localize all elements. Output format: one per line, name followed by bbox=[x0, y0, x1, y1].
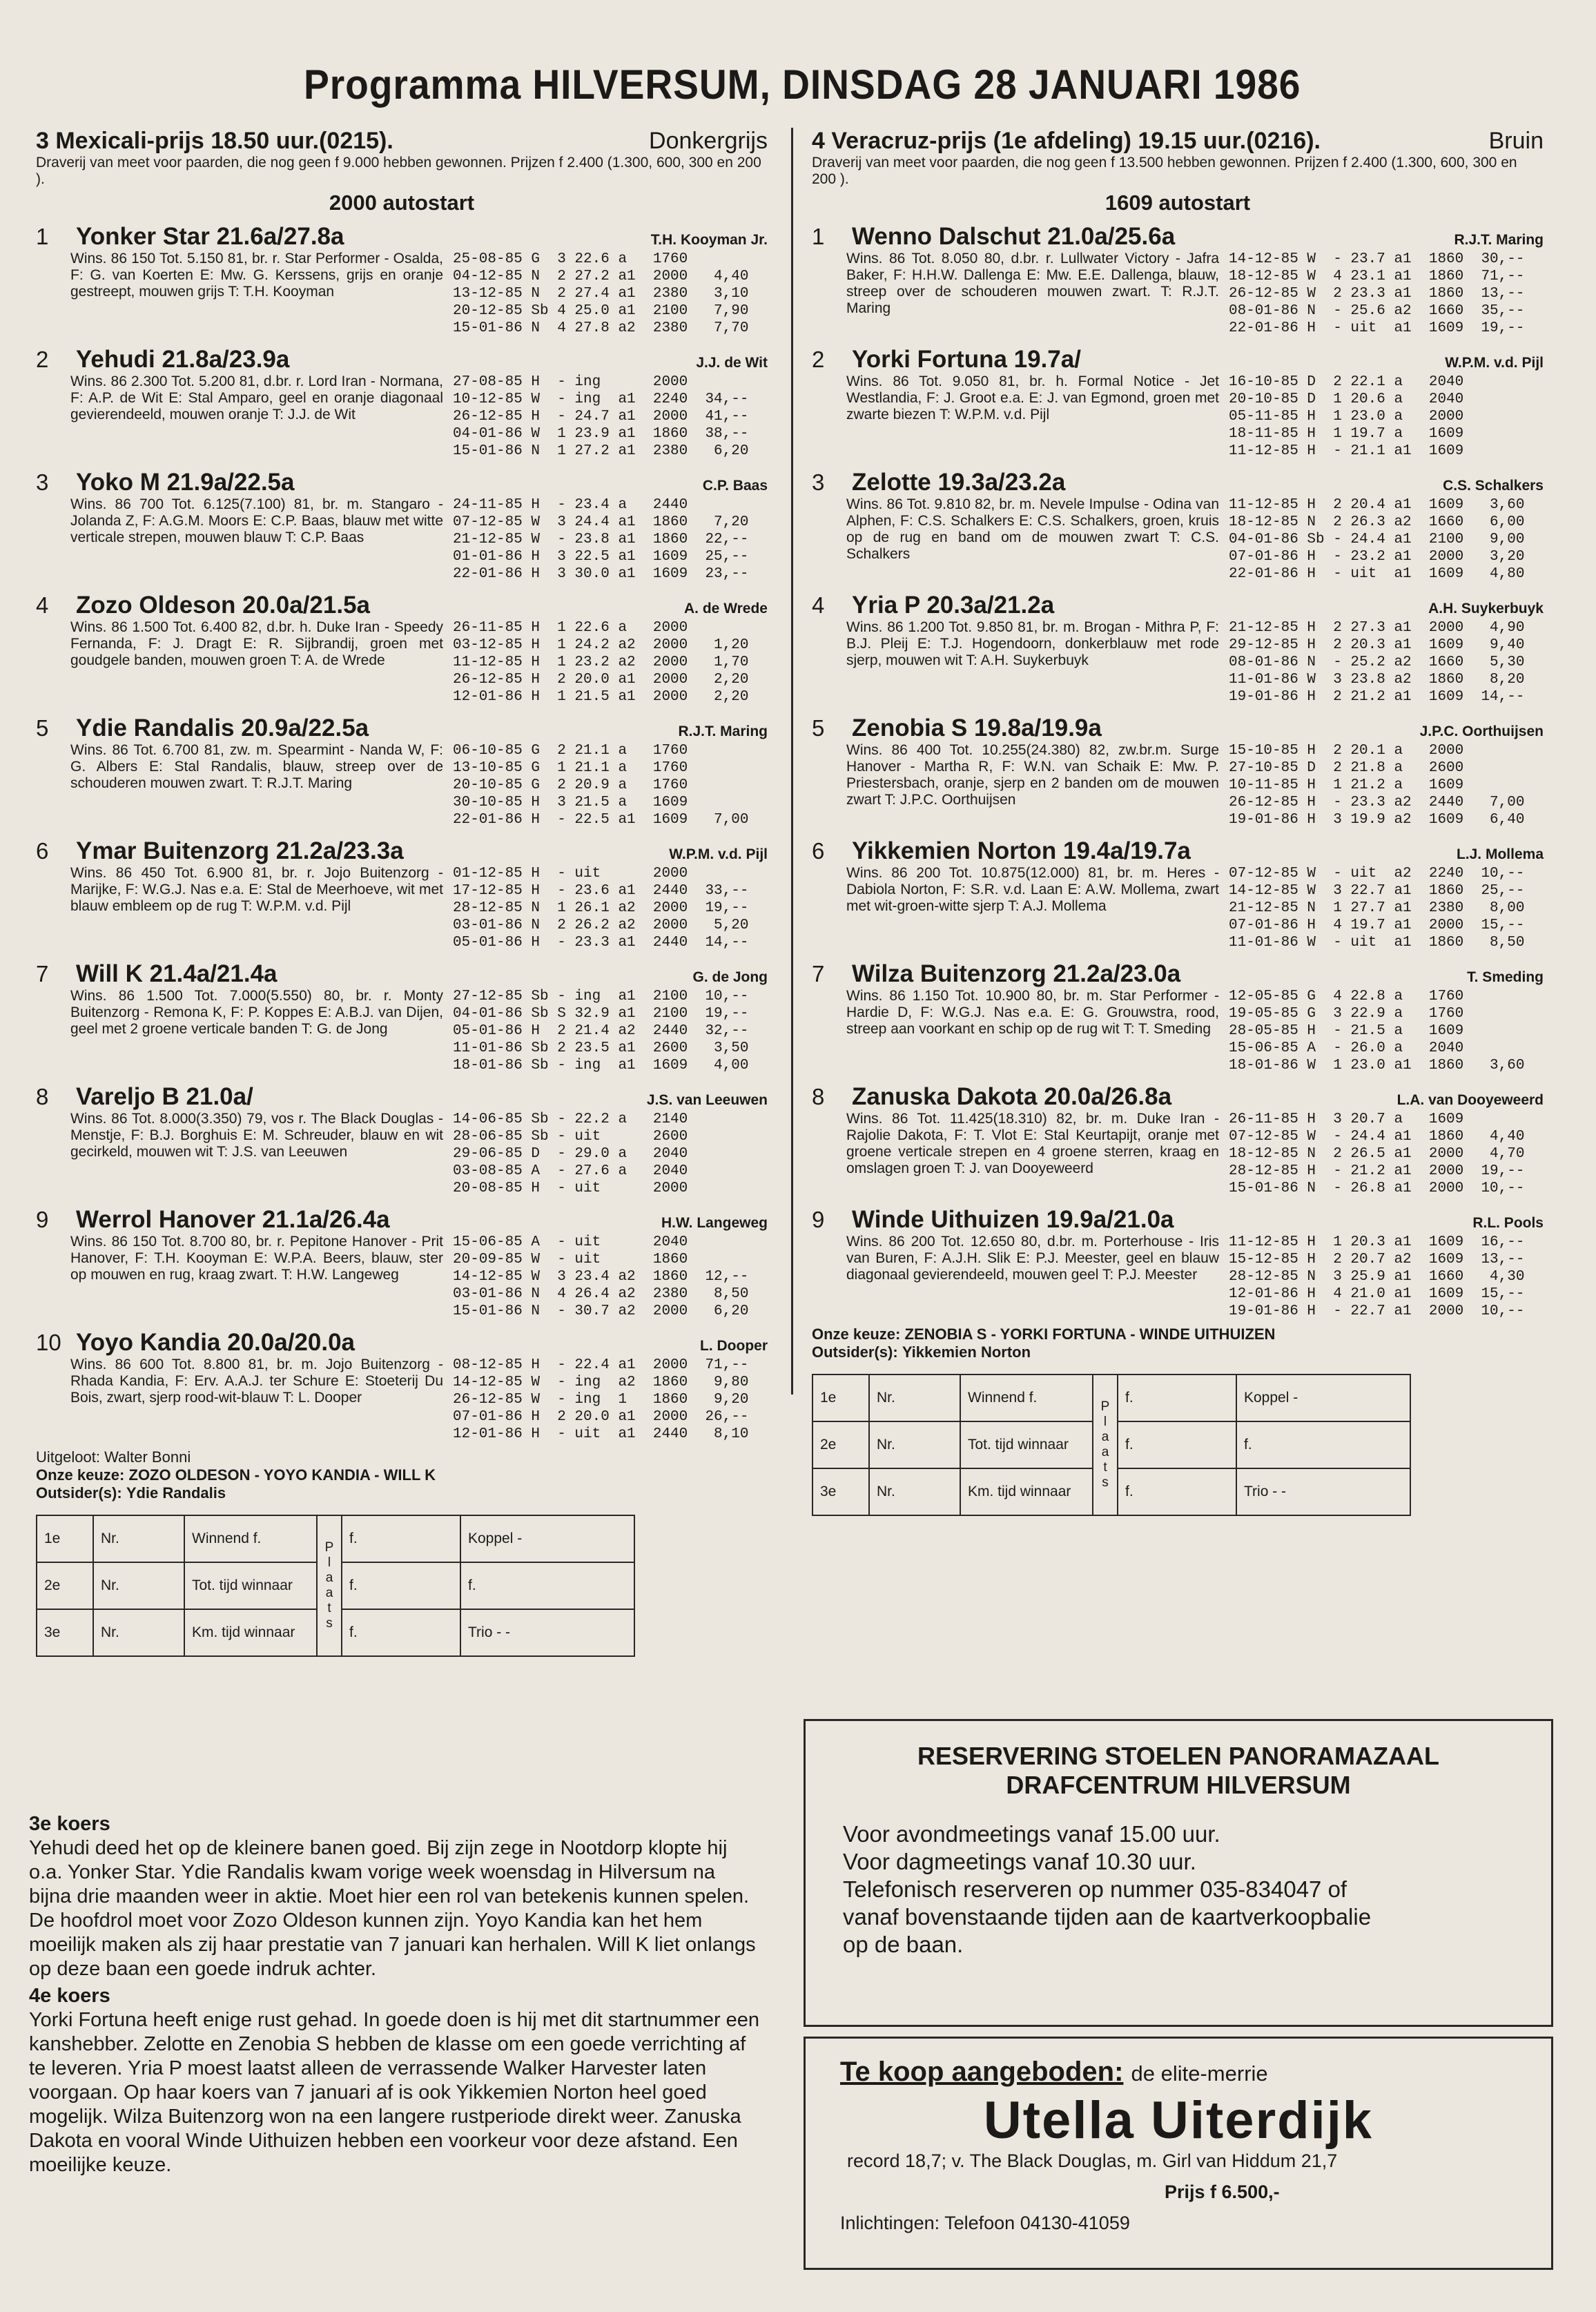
our-choice-value: ZOZO OLDESON - YOYO KANDIA - WILL K bbox=[128, 1466, 436, 1484]
horse-name: Yehudi 21.8a/23.9a bbox=[76, 346, 290, 373]
horse-info: Wins. 86 600 Tot. 8.800 81, br. m. Jojo Buitenzorg - Rhada Kandia, F: Erv. A.A.J. ter Schure E: Stoeterij Du Bois, zwart, sjerp rood-wit-blauw T: L. Dooper bbox=[70, 1357, 443, 1406]
horse-entry bbox=[36, 957, 768, 1074]
horse-entry bbox=[812, 588, 1544, 706]
horse-driver: R.J.T. Maring bbox=[678, 723, 768, 739]
horse-header bbox=[812, 465, 1544, 496]
horse-details bbox=[846, 865, 1544, 951]
horse-number: 4 bbox=[36, 592, 49, 618]
result-label: Winnend f. bbox=[184, 1515, 317, 1562]
horse-recent-starts: 25-08-85 G 3 22.6 a 1760 04-12-85 N 2 27.2 a1 2000 4,40 13-12-85 N 2 27.4 a1 2380 3,10 20-12-85 Sb 4 25.0 a1 2100 7,90 15-01-86 N 4 27.8 a2 2380 7,70 bbox=[453, 251, 749, 336]
our-choice-label: Onze keuze: bbox=[812, 1325, 901, 1343]
result-nr: Nr. bbox=[869, 1468, 960, 1515]
withdrawn-value: Walter Bonni bbox=[104, 1448, 191, 1466]
sale-contact: Inlichtingen: Telefoon 04130-41059 bbox=[840, 2213, 1130, 2233]
horse-driver: J.S. van Leeuwen bbox=[646, 1092, 768, 1108]
horse-number: 5 bbox=[812, 715, 825, 741]
horse-info: Wins. 86 Tot. 8.050 80, d.br. r. Lullwater Victory - Jafra Baker, F: H.H.W. Dallenga E: Mw. E.E. Dallenga, blauw, streep over de schouderen mouwen zwart. T: R.J.T. Maring bbox=[846, 251, 1219, 316]
outsider-value: Yikkemien Norton bbox=[902, 1343, 1031, 1361]
result-label: Km. tijd winnaar bbox=[184, 1609, 317, 1656]
horse-entry bbox=[36, 711, 768, 828]
horse-name: Yonker Star 21.6a/27.8a bbox=[76, 223, 344, 250]
horse-recent-starts: 11-12-85 H 2 20.4 a1 1609 3,60 18-12-85 N 2 26.3 a2 1660 6,00 04-01-86 Sb - 24.4 a1 2100 9,00 07-01-86 H - 23.2 a1 2000 3,20 22-01-86 H - uit a1 1609 4,80 bbox=[1229, 497, 1525, 582]
horse-recent-starts: 26-11-85 H 3 20.7 a 1609 07-12-85 W - 24.4 a1 1860 4,40 18-12-85 N 2 26.5 a1 2000 4,70 28-12-85 H - 21.2 a1 2000 19,-- 15-01-86 N - 26.8 a1 2000 10,-- bbox=[1229, 1111, 1525, 1196]
result-nr: Nr. bbox=[93, 1609, 184, 1656]
horse-info: Wins. 86 700 Tot. 6.125(7.100) 81, br. m. Stangaro - Jolanda Z, F: A.G.M. Moors E: C.P. Baas, blauw met witte verticale strepen, mouwen blauw T: C.P. Baas bbox=[70, 496, 443, 545]
race-3-column bbox=[36, 128, 768, 1657]
horse-number: 7 bbox=[812, 961, 825, 987]
horse-driver: T. Smeding bbox=[1467, 969, 1544, 985]
for-sale-ad bbox=[804, 2037, 1553, 2270]
column-divider bbox=[791, 128, 793, 1395]
horse-header bbox=[812, 1080, 1544, 1111]
horse-driver: J.P.C. Oorthuijsen bbox=[1419, 723, 1544, 739]
result-place: 3e bbox=[37, 1609, 93, 1656]
race-header bbox=[812, 128, 1544, 155]
result-place: 3e bbox=[812, 1468, 869, 1515]
horse-number: 3 bbox=[812, 469, 825, 495]
reservation-line: Voor dagmeetings vanaf 10.30 uur. bbox=[843, 1849, 1196, 1874]
race-color: Bruin bbox=[1488, 128, 1544, 154]
horse-details bbox=[70, 373, 768, 460]
horse-driver: T.H. Kooyman Jr. bbox=[650, 232, 768, 248]
horse-driver: R.L. Pools bbox=[1472, 1215, 1544, 1231]
horse-info: Wins. 86 200 Tot. 12.650 80, d.br. m. Porterhouse - Iris van Buren, F: A.J.H. Slik E: P.J. Meester, geel en blauw diagonaal gevierendeeld, mouwen geel T: P.J. Meester bbox=[846, 1234, 1219, 1283]
reservation-title-1: RESERVERING STOELEN PANORAMAZAAL bbox=[917, 1742, 1440, 1770]
horse-name: Werrol Hanover 21.1a/26.4a bbox=[76, 1206, 390, 1233]
horse-details bbox=[70, 251, 768, 337]
horse-number: 8 bbox=[812, 1084, 825, 1109]
horse-driver: W.P.M. v.d. Pijl bbox=[669, 846, 768, 862]
horse-recent-starts: 07-12-85 W - uit a2 2240 10,-- 14-12-85 W 3 22.7 a1 1860 25,-- 21-12-85 N 1 27.7 a1 2380 8,00 07-01-86 H 4 19.7 a1 2000 15,-- 11-01-86 W - uit a1 1860 8,50 bbox=[1229, 866, 1525, 951]
horse-header bbox=[812, 834, 1544, 865]
horse-header bbox=[36, 588, 768, 619]
horse-name: Will K 21.4a/21.4a bbox=[76, 960, 278, 987]
horse-details bbox=[70, 742, 768, 828]
horse-details bbox=[70, 1111, 768, 1197]
result-extra: Koppel - bbox=[1236, 1374, 1410, 1421]
horse-info: Wins. 86 1.200 Tot. 9.850 81, br. m. Brogan - Mithra P, F: B.J. Pleij E: T.J. Hogendoorn, donkerblauw met rode sjerp, mouwen wit T: A.H. Suykerbuyk bbox=[846, 619, 1219, 668]
horse-driver: A. de Wrede bbox=[684, 601, 768, 616]
horse-header bbox=[36, 834, 768, 865]
horse-header bbox=[36, 220, 768, 251]
horse-driver: J.J. de Wit bbox=[696, 355, 768, 371]
result-place: 1e bbox=[812, 1374, 869, 1421]
horse-name: Winde Uithuizen 19.9a/21.0a bbox=[852, 1206, 1174, 1233]
horse-number: 4 bbox=[812, 592, 825, 618]
horse-details bbox=[70, 496, 768, 583]
horse-driver: L.A. van Dooyeweerd bbox=[1396, 1092, 1544, 1108]
horse-driver: W.P.M. v.d. Pijl bbox=[1445, 355, 1544, 371]
horse-number: 2 bbox=[36, 347, 49, 372]
horse-name: Yikkemien Norton 19.4a/19.7a bbox=[852, 837, 1191, 864]
horse-entry bbox=[36, 1080, 768, 1197]
commentary-text-3: Yehudi deed het op de kleinere banen goed. Bij zijn zege in Nootdorp klopte hij o.a. Yonker Star. Ydie Randalis kwam vorige week woensdag in Hilversum na bijna drie maanden weer in aktie. Moet hier een rol van betekenis kunnen spelen. De hoofdrol moet voor Zozo Oldeson kunnen zijn. Yoyo Kandia kan het hem moeilijk maken als zij haar prestatie van 7 januari kan herhalen. Will K liet onlangs op deze baan een goede indruk achter. bbox=[29, 1837, 756, 1980]
horse-recent-starts: 16-10-85 D 2 22.1 a 2040 20-10-85 D 1 20.6 a 2040 05-11-85 H 1 23.0 a 2000 18-11-85 H 1 19.7 a 1609 11-12-85 H - 21.1 a1 1609 bbox=[1229, 374, 1464, 459]
horse-details bbox=[846, 496, 1544, 583]
horse-number: 6 bbox=[812, 838, 825, 864]
page-title: Programma HILVERSUM, DINSDAG 28 JANUARI 1986 bbox=[304, 61, 1301, 108]
our-choice-value: ZENOBIA S - YORKI FORTUNA - WINDE UITHUIZEN bbox=[904, 1325, 1276, 1343]
reservation-ad bbox=[804, 1719, 1553, 2027]
horse-details bbox=[70, 988, 768, 1074]
horse-header bbox=[36, 465, 768, 496]
horse-details bbox=[70, 865, 768, 951]
horse-info: Wins. 86 150 Tot. 8.700 80, br. r. Pepitone Hanover - Prit Hanover, F: T.H. Kooyman E: W.P.A. Beers, blauw, ster op mouwen en rug, kraag zwart. T: H.W. Langeweg bbox=[70, 1234, 443, 1283]
horse-header bbox=[36, 1203, 768, 1234]
horse-name: Yria P 20.3a/21.2a bbox=[852, 592, 1055, 619]
result-label: Winnend f. bbox=[960, 1374, 1093, 1421]
horse-name: Zozo Oldeson 20.0a/21.5a bbox=[76, 592, 370, 619]
race-picks bbox=[812, 1325, 1544, 1361]
horse-entry bbox=[36, 220, 768, 337]
sale-subheading: de elite-merrie bbox=[1131, 2061, 1268, 2086]
horse-entry bbox=[812, 1203, 1544, 1320]
sale-price: Prijs f 6.500,- bbox=[1165, 2182, 1280, 2202]
horse-header bbox=[36, 957, 768, 988]
horse-recent-starts: 11-12-85 H 1 20.3 a1 1609 16,-- 15-12-85 H 2 20.7 a2 1609 13,-- 28-12-85 N 3 25.9 a1 1660 4,30 12-01-86 H 4 21.0 a1 1609 15,-- 19-01-86 H - 22.7 a1 2000 10,-- bbox=[1229, 1234, 1525, 1319]
result-extra: Trio - - bbox=[1236, 1468, 1410, 1515]
horse-number: 10 bbox=[36, 1330, 61, 1355]
horse-recent-starts: 12-05-85 G 4 22.8 a 1760 19-05-85 G 3 22.9 a 1760 28-05-85 H - 21.5 a 1609 15-06-85 A - 26.0 a 2040 18-01-86 W 1 23.0 a1 1860 3,60 bbox=[1229, 989, 1525, 1074]
horse-header bbox=[36, 342, 768, 373]
commentary bbox=[29, 1812, 761, 2180]
race-distance: 1609 autostart bbox=[1104, 191, 1251, 215]
horse-entry bbox=[36, 1325, 768, 1443]
result-table bbox=[812, 1374, 1411, 1516]
outsider-line bbox=[812, 1343, 1544, 1361]
result-amount: f. bbox=[1118, 1468, 1236, 1515]
result-extra: Koppel - bbox=[460, 1515, 634, 1562]
horse-entry bbox=[812, 711, 1544, 828]
horse-entry bbox=[36, 588, 768, 706]
horse-details bbox=[846, 1234, 1544, 1320]
result-label: Km. tijd winnaar bbox=[960, 1468, 1093, 1515]
horse-recent-starts: 08-12-85 H - 22.4 a1 2000 71,-- 14-12-85 W - ing a2 1860 9,80 26-12-85 W - ing 1 1860 9,20 07-01-86 H 2 20.0 a1 2000 26,-- 12-01-86 H - uit a1 2440 8,10 bbox=[453, 1357, 749, 1442]
horse-number: 2 bbox=[812, 347, 825, 372]
result-extra: Trio - - bbox=[460, 1609, 634, 1656]
horse-recent-starts: 14-06-85 Sb - 22.2 a 2140 28-06-85 Sb - uit 2600 29-06-85 D - 29.0 a 2040 03-08-85 A - 27.6 a 2040 20-08-85 H - uit 2000 bbox=[453, 1111, 688, 1196]
horse-driver: G. de Jong bbox=[692, 969, 768, 985]
horse-recent-starts: 15-10-85 H 2 20.1 a 2000 27-10-85 D 2 21.8 a 2600 10-11-85 H 1 21.2 a 1609 26-12-85 H - 23.3 a2 2440 7,00 19-01-86 H 3 19.9 a2 1609 6,40 bbox=[1229, 743, 1525, 828]
outsider-value: Ydie Randalis bbox=[126, 1484, 226, 1502]
result-amount: f. bbox=[342, 1609, 460, 1656]
race-title: 4 Veracruz-prijs (1e afdeling) 19.15 uur.(0216). bbox=[812, 128, 1321, 154]
horse-info: Wins. 86 450 Tot. 6.900 81, br. r. Jojo Buitenzorg - Marijke, F: W.G.J. Nas e.a. E: Stal de Meerhoeve, wit met blauw embleem op de rug T: W.P.M. v.d. Pijl bbox=[70, 865, 443, 914]
horse-info: Wins. 86 1.500 Tot. 7.000(5.550) 80, br. r. Monty Buitenzorg - Remona K, F: P. Koppes E: A.B.J. van Dijen, geel met 2 groene verticale banden T: G. de Jong bbox=[70, 988, 443, 1037]
result-place: 2e bbox=[37, 1562, 93, 1609]
horse-header bbox=[812, 342, 1544, 373]
outsider-line bbox=[36, 1484, 768, 1502]
result-label: Tot. tijd winnaar bbox=[184, 1562, 317, 1609]
plaats-label: P l a a t s bbox=[1093, 1374, 1118, 1515]
race-4-column bbox=[812, 128, 1544, 1516]
horse-name: Zelotte 19.3a/23.2a bbox=[852, 469, 1066, 496]
result-amount: f. bbox=[342, 1515, 460, 1562]
outsider-label: Outsider(s): bbox=[36, 1484, 122, 1502]
plaats-label: P l a a t s bbox=[317, 1515, 342, 1656]
horse-details bbox=[70, 619, 768, 706]
horse-number: 5 bbox=[36, 715, 49, 741]
horse-name: Yoko M 21.9a/22.5a bbox=[76, 469, 295, 496]
horse-details bbox=[846, 373, 1544, 460]
horse-recent-starts: 27-08-85 H - ing 2000 10-12-85 W - ing a1 2240 34,-- 26-12-85 H - 24.7 a1 2000 41,-- 04-01-86 W 1 23.9 a1 1860 38,-- 15-01-86 N 1 27.2 a1 2380 6,20 bbox=[453, 374, 749, 459]
race-conditions: Draverij van meet voor paarden, die nog geen f 9.000 hebben gewonnen. Prijzen f 2.400 (1.300, 600, 300 en 200 ). bbox=[36, 155, 761, 187]
horse-header bbox=[812, 220, 1544, 251]
horse-recent-starts: 06-10-85 G 2 21.1 a 1760 13-10-85 G 1 21.1 a 1760 20-10-85 G 2 20.9 a 1760 30-10-85 H 3 21.5 a 1609 22-01-86 H - 22.5 a1 1609 7,00 bbox=[453, 743, 749, 828]
horse-details bbox=[846, 988, 1544, 1074]
horse-recent-starts: 15-06-85 A - uit 2040 20-09-85 W - uit 1860 14-12-85 W 3 23.4 a2 1860 12,-- 03-01-86 N 4 26.4 a2 2380 8,50 15-01-86 N - 30.7 a2 2000 6,20 bbox=[453, 1234, 749, 1319]
horse-entry bbox=[36, 1203, 768, 1320]
horse-info: Wins. 86 1.150 Tot. 10.900 80, br. m. Star Performer - Hardie D, F: W.G.J. Nas e.a. E: G. Grouwstra, rood, streep aan voorkant en schip op de rug wit T: T. Smeding bbox=[846, 988, 1219, 1037]
reservation-line: Voor avondmeetings vanaf 15.00 uur. bbox=[843, 1821, 1220, 1847]
horse-driver: A.H. Suykerbuyk bbox=[1428, 601, 1544, 616]
result-row bbox=[812, 1374, 1410, 1421]
horse-entry bbox=[812, 834, 1544, 951]
horse-entry bbox=[812, 1080, 1544, 1197]
withdrawn-label: Uitgeloot: bbox=[36, 1448, 100, 1466]
horse-info: Wins. 86 400 Tot. 10.255(24.380) 82, zw.br.m. Surge Hanover - Martha R, F: W.N. van Schaik E: Mw. P. Priestersbach, oranje, sjerp en 2 banden om de mouwen zwart T: J.P.C. Oorthuijsen bbox=[846, 742, 1219, 808]
horse-info: Wins. 86 Tot. 11.425(18.310) 82, br. m. Duke Iran - Rajolie Dakota, F: T. Vlot E: Stal Keurtapijt, oranje met groene verticale strepen en 4 groene sterren, kraag en omslagen groen T: J. van Dooyeweerd bbox=[846, 1111, 1219, 1176]
horse-info: Wins. 86 1.500 Tot. 6.400 82, d.br. h. Duke Iran - Speedy Fernanda, F: J. Dragt E: R. Sijbrandij, groen met goudgele banden, mouwen groen T: A. de Wrede bbox=[70, 619, 443, 668]
result-place: 1e bbox=[37, 1515, 93, 1562]
horse-entry bbox=[812, 465, 1544, 583]
result-label: Tot. tijd winnaar bbox=[960, 1421, 1093, 1468]
horse-recent-starts: 01-12-85 H - uit 2000 17-12-85 H - 23.6 a1 2440 33,-- 28-12-85 N 1 26.1 a2 2000 19,-- 03-01-86 N 2 26.2 a2 2000 5,20 05-01-86 H - 23.3 a1 2440 14,-- bbox=[453, 866, 749, 951]
reservation-line: vanaf bovenstaande tijden aan de kaartverkoopbalie bbox=[843, 1904, 1372, 1930]
result-nr: Nr. bbox=[869, 1374, 960, 1421]
horse-recent-starts: 24-11-85 H - 23.4 a 2440 07-12-85 W 3 24.4 a1 1860 7,20 21-12-85 W - 23.8 a1 1860 22,-- 01-01-86 H 3 22.5 a1 1609 25,-- 22-01-86 H 3 30.0 a1 1609 23,-- bbox=[453, 497, 749, 582]
horse-recent-starts: 27-12-85 Sb - ing a1 2100 10,-- 04-01-86 Sb S 32.9 a1 2100 19,-- 05-01-86 H 2 21.4 a2 2440 32,-- 11-01-86 Sb 2 23.5 a1 2600 3,50 18-01-86 Sb - ing a1 1609 4,00 bbox=[453, 989, 749, 1074]
withdrawn-line bbox=[36, 1448, 768, 1466]
race-header bbox=[36, 128, 768, 155]
horse-number: 3 bbox=[36, 469, 49, 495]
horse-number: 6 bbox=[36, 838, 49, 864]
horse-driver: L. Dooper bbox=[700, 1338, 768, 1354]
horse-recent-starts: 14-12-85 W - 23.7 a1 1860 30,-- 18-12-85 W 4 23.1 a1 1860 71,-- 26-12-85 W 2 23.3 a1 1860 13,-- 08-01-86 N - 25.6 a2 1660 35,-- 22-01-86 H - uit a1 1609 19,-- bbox=[1229, 251, 1525, 336]
horse-entry bbox=[812, 342, 1544, 460]
result-amount: f. bbox=[1118, 1421, 1236, 1468]
horse-entry bbox=[36, 465, 768, 583]
horse-info: Wins. 86 2.300 Tot. 5.200 81, d.br. r. Lord Iran - Normana, F: A.P. de Wit E: Stal Amparo, geel en oranje diagonaal gevierendeeld, mouwen oranje T: J.J. de Wit bbox=[70, 373, 443, 422]
horse-header bbox=[812, 588, 1544, 619]
result-extra: f. bbox=[1236, 1421, 1410, 1468]
commentary-heading-3: 3e koers bbox=[29, 1813, 110, 1835]
commentary-heading-4: 4e koers bbox=[29, 1985, 110, 2007]
horse-name: Wilza Buitenzorg 21.2a/23.0a bbox=[852, 960, 1181, 987]
result-nr: Nr. bbox=[93, 1562, 184, 1609]
result-nr: Nr. bbox=[869, 1421, 960, 1468]
result-place: 2e bbox=[812, 1421, 869, 1468]
result-table bbox=[36, 1515, 635, 1657]
horse-entry bbox=[36, 342, 768, 460]
reservation-line: Telefonisch reserveren op nummer 035-834047 of bbox=[843, 1876, 1347, 1902]
horse-details bbox=[70, 1357, 768, 1443]
race-conditions: Draverij van meet voor paarden, die nog geen f 13.500 hebben gewonnen. Prijzen f 2.400 (1.300, 600, 300 en 200 ). bbox=[812, 155, 1517, 187]
horse-number: 9 bbox=[36, 1207, 49, 1232]
horse-entry bbox=[812, 220, 1544, 337]
horse-name: Ymar Buitenzorg 21.2a/23.3a bbox=[76, 837, 404, 864]
horse-recent-starts: 21-12-85 H 2 27.3 a1 2000 4,90 29-12-85 H 2 20.3 a1 1609 9,40 08-01-86 N - 25.2 a2 1660 5,30 11-01-86 W 3 23.8 a2 1860 8,20 19-01-86 H 2 21.2 a1 1609 14,-- bbox=[1229, 620, 1525, 705]
horse-driver: H.W. Langeweg bbox=[661, 1215, 768, 1231]
result-nr: Nr. bbox=[93, 1515, 184, 1562]
commentary-text-4: Yorki Fortuna heeft enige rust gehad. In goede doen is hij met dit startnummer een kanshebber. Zelotte en Zenobia S hebben de klasse om een goede verrichting af te leveren. Yria P moest laatst alleen de verrassende Walker Harvester laten voorgaan. Op haar koers van 7 januari af is ook Yikkemien Norton heel goed mogelijk. Wilza Buitenzorg won na een langere rustperiode direkt weer. Zanuska Dakota en vooral Winde Uithuizen hebben een voorkeur voor deze afstand. Een moeilijke keuze. bbox=[29, 2009, 760, 2176]
our-choice-label: Onze keuze: bbox=[36, 1466, 125, 1484]
horse-details bbox=[846, 742, 1544, 828]
result-amount: f. bbox=[342, 1562, 460, 1609]
sale-heading: Te koop aangeboden: bbox=[840, 2057, 1124, 2087]
horse-name: Ydie Randalis 20.9a/22.5a bbox=[76, 715, 369, 741]
horse-number: 7 bbox=[36, 961, 49, 987]
race-distance: 2000 autostart bbox=[329, 191, 475, 215]
reservation-title-2: DRAFCENTRUM HILVERSUM bbox=[1006, 1771, 1351, 1799]
horse-header bbox=[812, 711, 1544, 742]
horse-name: Zenobia S 19.8a/19.9a bbox=[852, 715, 1102, 741]
sale-horse-name: Utella Uiterdijk bbox=[983, 2091, 1374, 2150]
horse-entry bbox=[812, 957, 1544, 1074]
race-title: 3 Mexicali-prijs 18.50 uur.(0215). bbox=[36, 128, 393, 154]
horse-name: Wenno Dalschut 21.0a/25.6a bbox=[852, 223, 1176, 250]
our-choice-line bbox=[812, 1325, 1544, 1343]
horse-driver: L.J. Mollema bbox=[1456, 846, 1544, 862]
horse-info: Wins. 86 150 Tot. 5.150 81, br. r. Star Performer - Osalda, F: G. van Koerten E: Mw. G. Kerssens, grijs en oranje gestreept, mouwen grijs T: T.H. Kooyman bbox=[70, 251, 443, 300]
horse-info: Wins. 86 200 Tot. 10.875(12.000) 81, br. m. Heres - Dabiola Norton, F: S.R. v.d. Laan E: A.W. Mollema, zwart met wit-groen-witte sjerp T: A.J. Mollema bbox=[846, 865, 1219, 914]
horse-name: Yoyo Kandia 20.0a/20.0a bbox=[76, 1329, 356, 1356]
our-choice-line bbox=[36, 1466, 768, 1484]
horse-details bbox=[70, 1234, 768, 1320]
sale-record: record 18,7; v. The Black Douglas, m. Girl van Hiddum 21,7 bbox=[847, 2150, 1338, 2171]
horse-number: 1 bbox=[36, 224, 49, 249]
horse-header bbox=[812, 1203, 1544, 1234]
horse-driver: R.J.T. Maring bbox=[1454, 232, 1544, 248]
result-extra: f. bbox=[460, 1562, 634, 1609]
horse-details bbox=[846, 251, 1544, 337]
horse-details bbox=[846, 619, 1544, 706]
result-amount: f. bbox=[1118, 1374, 1236, 1421]
horse-name: Yorki Fortuna 19.7a/ bbox=[852, 346, 1081, 373]
horse-number: 8 bbox=[36, 1084, 49, 1109]
outsider-label: Outsider(s): bbox=[812, 1343, 898, 1361]
race-picks bbox=[36, 1448, 768, 1502]
horse-details bbox=[846, 1111, 1544, 1197]
horse-info: Wins. 86 Tot. 9.050 81, br. h. Formal Notice - Jet Westlandia, F: J. Groot e.a. E: J. van Egmond, groen met zwarte biezen T: W.P.M. v.d. Pijl bbox=[846, 373, 1219, 422]
horse-header bbox=[36, 1325, 768, 1357]
horse-header bbox=[812, 957, 1544, 988]
horse-number: 1 bbox=[812, 224, 825, 249]
horse-entry bbox=[36, 834, 768, 951]
horse-info: Wins. 86 Tot. 8.000(3.350) 79, vos r. The Black Douglas - Menstje, F: B.J. Borghuis E: M. Schreuder, blauw en wit gecirkeld, mouwen wit T: J.S. van Leeuwen bbox=[70, 1111, 443, 1160]
horse-name: Vareljo B 21.0a/ bbox=[76, 1083, 253, 1110]
horse-info: Wins. 86 Tot. 9.810 82, br. m. Nevele Impulse - Odina van Alphen, F: C.S. Schalkers E: C.S. Schalkers, groen, kruis op de rug en band om de mouwen zwart T: C.S. Schalkers bbox=[846, 496, 1219, 562]
horse-header bbox=[36, 711, 768, 742]
reservation-line: op de baan. bbox=[843, 1932, 964, 1957]
horse-number: 9 bbox=[812, 1207, 825, 1232]
result-row bbox=[37, 1515, 634, 1562]
horse-driver: C.P. Baas bbox=[702, 478, 768, 494]
horse-header bbox=[36, 1080, 768, 1111]
race-color: Donkergrijs bbox=[649, 128, 768, 154]
horse-name: Zanuska Dakota 20.0a/26.8a bbox=[852, 1083, 1172, 1110]
horse-driver: C.S. Schalkers bbox=[1443, 478, 1544, 494]
horse-recent-starts: 26-11-85 H 1 22.6 a 2000 03-12-85 H 1 24.2 a2 2000 1,20 11-12-85 H 1 23.2 a2 2000 1,70 26-12-85 H 2 20.0 a1 2000 2,20 12-01-86 H 1 21.5 a1 2000 2,20 bbox=[453, 620, 749, 705]
horse-info: Wins. 86 Tot. 6.700 81, zw. m. Spearmint - Nanda W, F: G. Albers E: Stal Randalis, blauw, streep over de schouderen mouwen zwart. T: R.J.T. Maring bbox=[70, 742, 443, 791]
